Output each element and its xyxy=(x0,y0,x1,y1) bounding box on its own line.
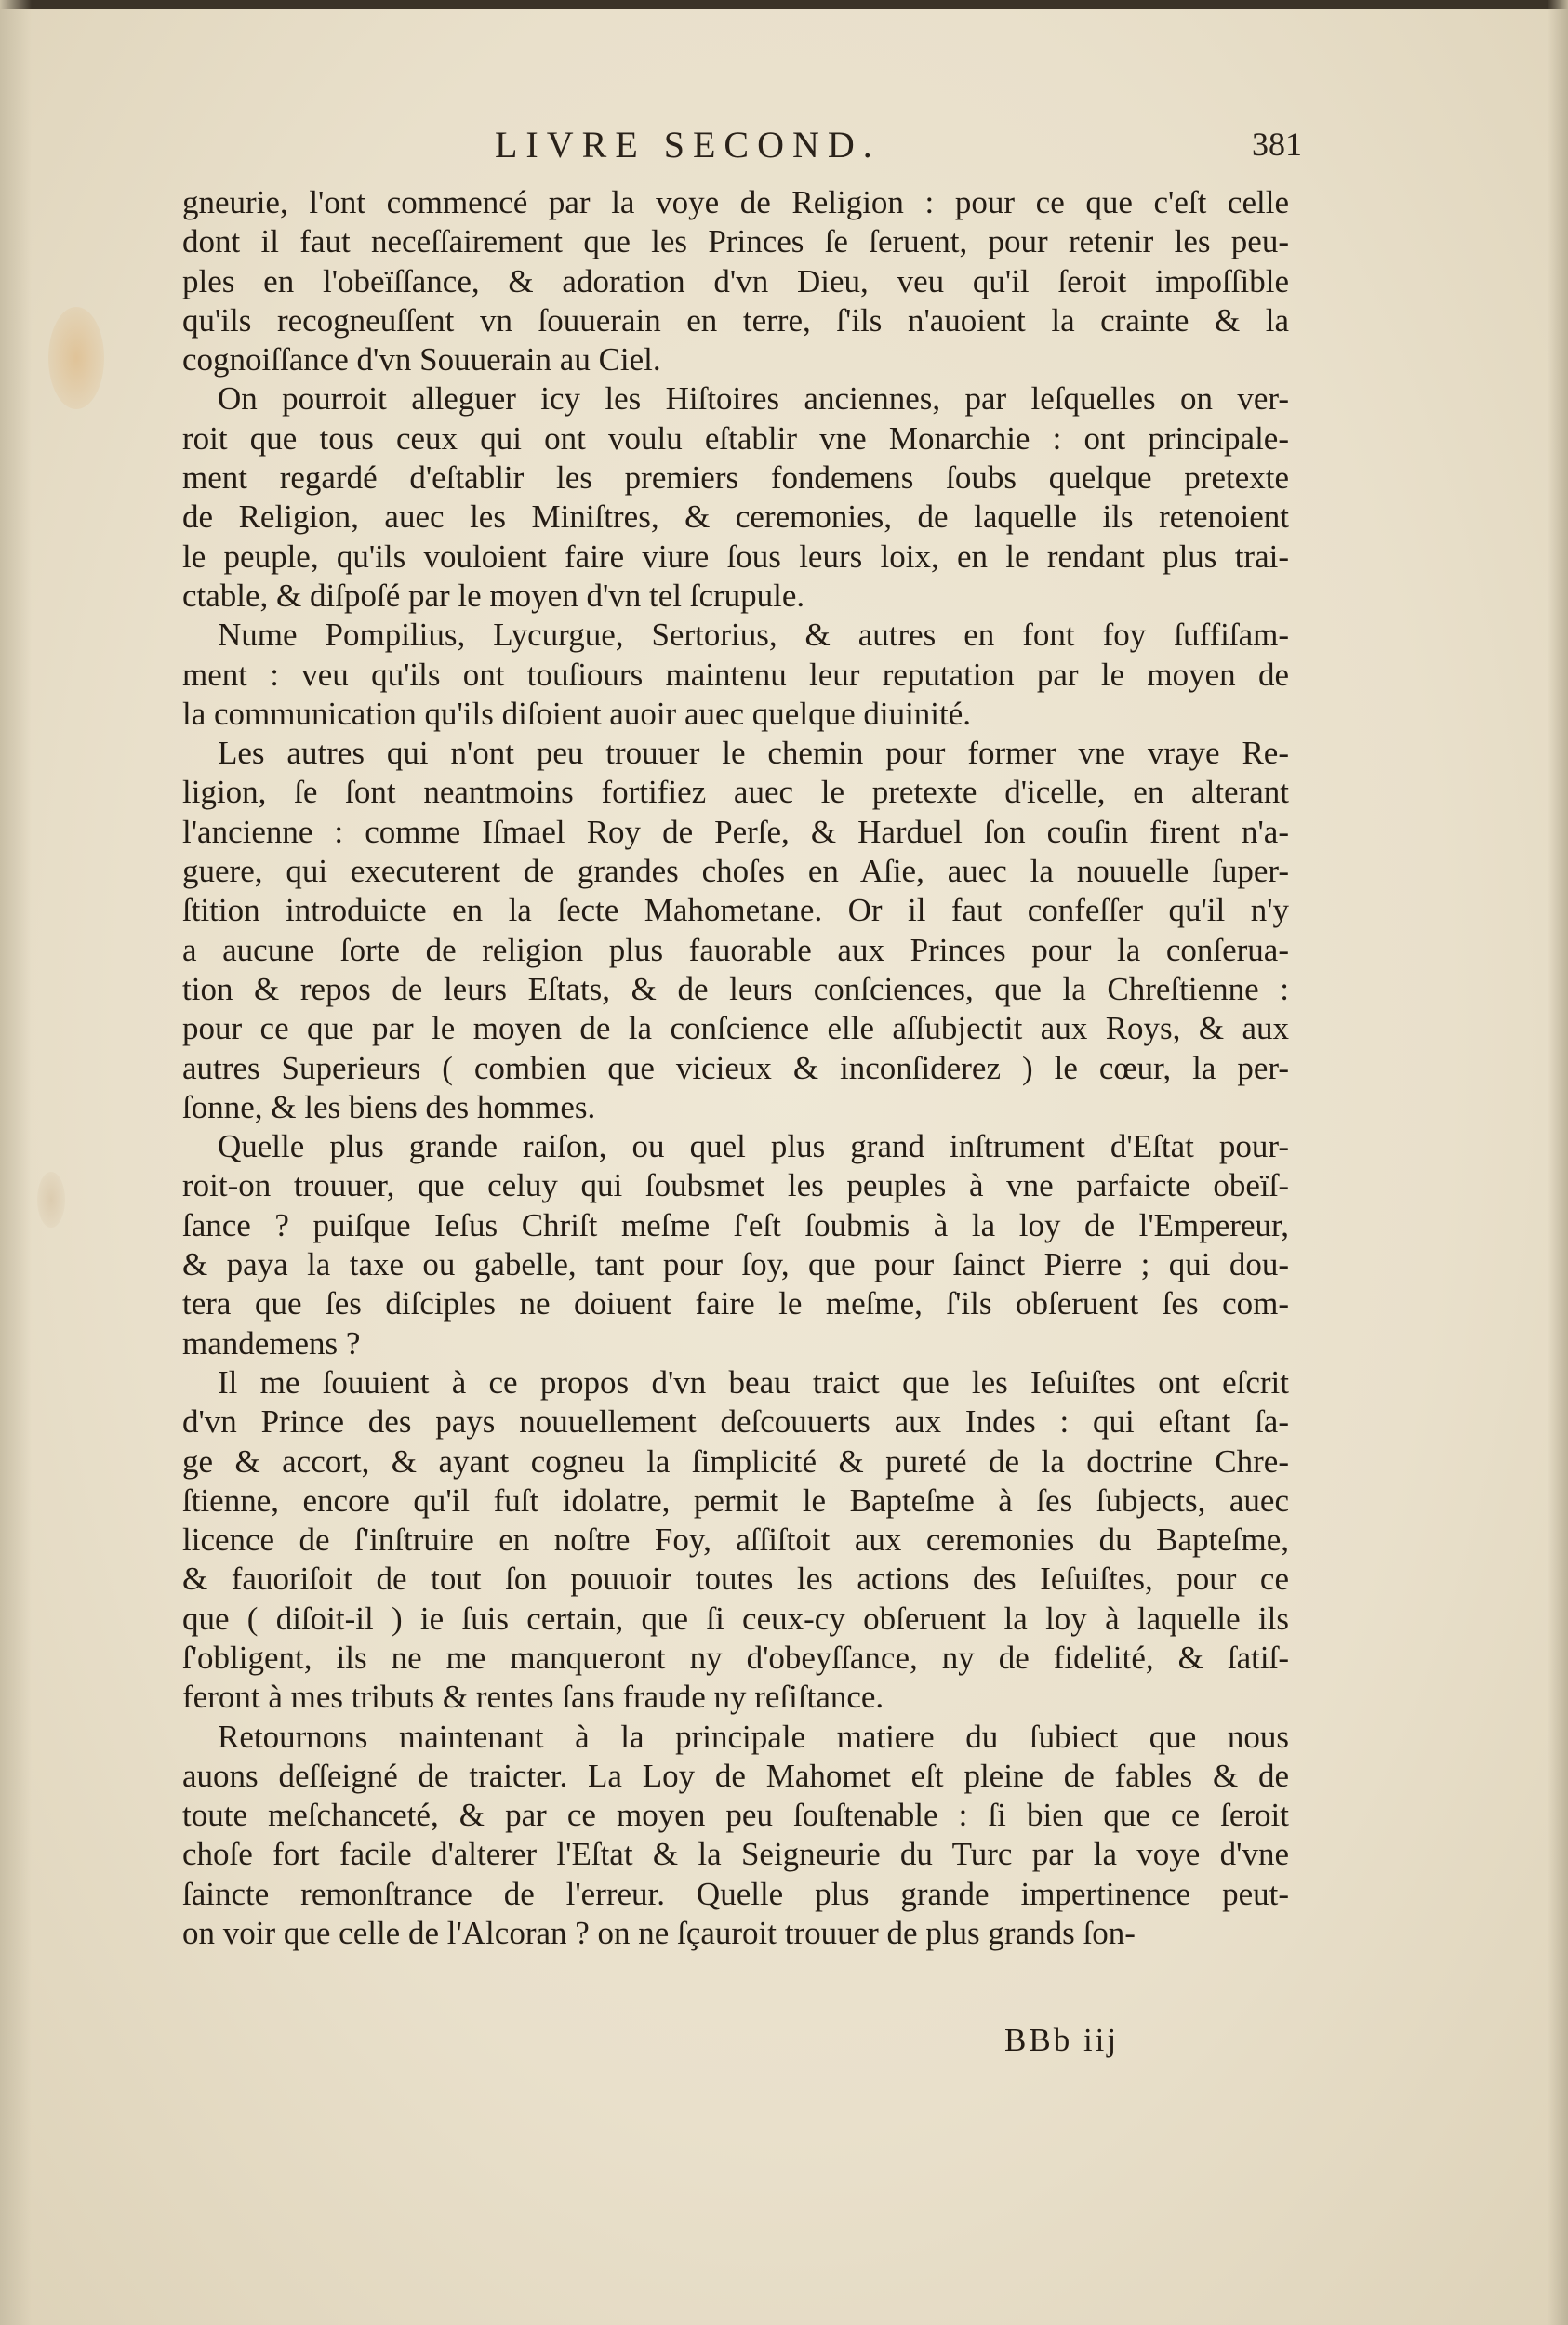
text-line: autres Superieurs ( combien que vicieux & inconſiderez ) le cœur, la per- xyxy=(182,1049,1289,1086)
text-line: ſtienne, encore qu'il fuſt idolatre, permit le Bapteſme à ſes ſubjects, auec xyxy=(182,1481,1289,1519)
text-line: cognoiſſance d'vn Souuerain au Ciel. xyxy=(182,341,661,379)
page-number: 381 xyxy=(1252,126,1302,163)
text-line: licence de ſ'inſtruire en noſtre Foy, aſſiſtoit aux ceremonies du Bapteſme, xyxy=(182,1521,1289,1559)
text-line: de Religion, auec les Miniſtres, & ceremonies, de laquelle ils retenoient xyxy=(182,498,1289,536)
text-line: le peuple, qu'ils vouloient faire viure ſous leurs loix, en le rendant plus trai- xyxy=(182,538,1289,575)
text-line: la communication qu'ils diſoient auoir auec quelque diuinité. xyxy=(182,695,972,732)
text-line: roit que tous ceux qui ont voulu eſtablir vne Monarchie : ont principale- xyxy=(182,419,1289,457)
text-line: ſtition introduicte en la ſecte Mahometane. Or il faut confeſſer qu'il n'y xyxy=(182,892,1289,929)
text-line: qu'ils recogneuſſent vn ſouuerain en terre, ſ'ils n'auoient la crainte & la xyxy=(182,301,1289,339)
text-line: guere, qui executerent de grandes choſes en Aſie, auec la nouuelle ſuper- xyxy=(182,853,1289,890)
paragraph xyxy=(182,1363,1289,1718)
page-right-edge xyxy=(1548,0,1568,2325)
paragraph xyxy=(182,734,1289,1127)
text-line: ment regardé d'eſtablir les premiers fondemens ſoubs quelque pretexte xyxy=(182,459,1289,497)
paragraph xyxy=(182,183,1289,379)
text-line: ligion, ſe ſont neantmoins fortifiez auec le pretexte d'icelle, en alterant xyxy=(182,774,1289,811)
body-text xyxy=(182,183,1289,1953)
running-head: LIVRE SECOND. xyxy=(495,124,881,166)
text-line: mandemens ? xyxy=(182,1324,361,1362)
text-line: Les autres qui n'ont peu trouuer le chemin pour former vne vraye Re- xyxy=(218,735,1289,772)
text-line: Nume Pompilius, Lycurgue, Sertorius, & autres en font foy ſuffiſam- xyxy=(218,617,1289,654)
foxing-stain xyxy=(48,307,104,409)
page-header xyxy=(182,123,1302,171)
page-left-edge xyxy=(0,0,32,2325)
foxing-stain xyxy=(37,1172,65,1228)
text-line: toute meſchanceté, & par ce moyen peu ſouſtenable : ſi bien que ce ſeroit xyxy=(182,1797,1289,1834)
text-line: Il me ſouuient à ce propos d'vn beau traict que les Ieſuiſtes ont eſcrit xyxy=(218,1363,1289,1401)
text-line: ſ'obligent, ils ne me manqueront ny d'obeyſſance, ny de fidelité, & ſatiſ- xyxy=(182,1639,1289,1676)
text-line: ctable, & diſpoſé par le moyen d'vn tel ſcrupule. xyxy=(182,577,805,614)
signature-mark: BBb iij xyxy=(1004,2022,1120,2058)
text-line: ples en l'obeïſſance, & adoration d'vn Dieu, veu qu'il ſeroit impoſſible xyxy=(182,262,1289,299)
text-line: & fauoriſoit de tout ſon pouuoir toutes les actions des Ieſuiſtes, pour ce xyxy=(182,1561,1289,1598)
text-line: On pourroit alleguer icy les Hiſtoires anciennes, par leſquelles on ver- xyxy=(218,380,1289,418)
text-line: que ( diſoit-il ) ie ſuis certain, que ſi ceux-cy obſeruent la loy à laquelle ils xyxy=(182,1600,1289,1637)
paragraph xyxy=(182,616,1289,734)
text-line: auons deſſeigné de traicter. La Loy de Mahomet eſt pleine de fables & de xyxy=(182,1757,1289,1794)
text-line: tion & repos de leurs Eſtats, & de leurs conſciences, que la Chreſtienne : xyxy=(182,970,1289,1007)
text-line: feront à mes tributs & rentes ſans fraude ny reſiſtance. xyxy=(182,1679,884,1716)
text-line: tera que ſes diſciples ne doiuent faire le meſme, ſ'ils obſeruent ſes com- xyxy=(182,1285,1289,1322)
text-line: l'ancienne : comme Iſmael Roy de Perſe, & Harduel ſon couſin firent n'a- xyxy=(182,813,1289,850)
text-line: roit-on trouuer, que celuy qui ſoubsmet les peuples à vne parfaicte obeïſ- xyxy=(182,1167,1289,1204)
text-line: d'vn Prince des pays nouuellement deſcouuerts aux Indes : qui eſtant ſa- xyxy=(182,1403,1289,1441)
text-line: ge & accort, & ayant cogneu la ſimplicité & pureté de la doctrine Chre- xyxy=(182,1442,1289,1480)
text-line: ſonne, & les biens des hommes. xyxy=(182,1088,596,1125)
text-line: pour ce que par le moyen de la conſcience elle aſſubjectit aux Roys, & aux xyxy=(182,1010,1289,1047)
paragraph xyxy=(182,379,1289,616)
text-line: choſe fort facile d'alterer l'Eſtat & la Seigneurie du Turc par la voye d'vne xyxy=(182,1836,1289,1873)
text-line: ment : veu qu'ils ont touſiours maintenu leur reputation par le moyen de xyxy=(182,656,1289,693)
text-line: ſaincte remonſtrance de l'erreur. Quelle plus grande impertinence peut- xyxy=(182,1875,1289,1912)
page-top-edge xyxy=(0,0,1568,9)
text-line: dont il faut neceſſairement que les Princes ſe ſeruent, pour retenir les peu- xyxy=(182,223,1289,260)
text-line: & paya la taxe ou gabelle, tant pour ſoy, que pour ſainct Pierre ; qui dou- xyxy=(182,1246,1289,1283)
text-line: on voir que celle de l'Alcoran ? on ne ſçauroit trouuer de plus grands ſon- xyxy=(182,1915,1136,1952)
text-line: Retournons maintenant à la principale matiere du ſubiect que nous xyxy=(218,1718,1289,1755)
text-line: a aucune ſorte de religion plus fauorable aux Princes pour la conſerua- xyxy=(182,931,1289,968)
text-line: gneurie, l'ont commencé par la voye de Religion : pour ce que c'eſt celle xyxy=(182,184,1289,220)
text-line: ſance ? puiſque Ieſus Chriſt meſme ſ'eſt ſoubmis à la loy de l'Empereur, xyxy=(182,1206,1289,1243)
text-line: Quelle plus grande raiſon, ou quel plus grand inſtrument d'Eſtat pour- xyxy=(218,1128,1289,1165)
paragraph xyxy=(182,1718,1289,1954)
paragraph xyxy=(182,1127,1289,1363)
